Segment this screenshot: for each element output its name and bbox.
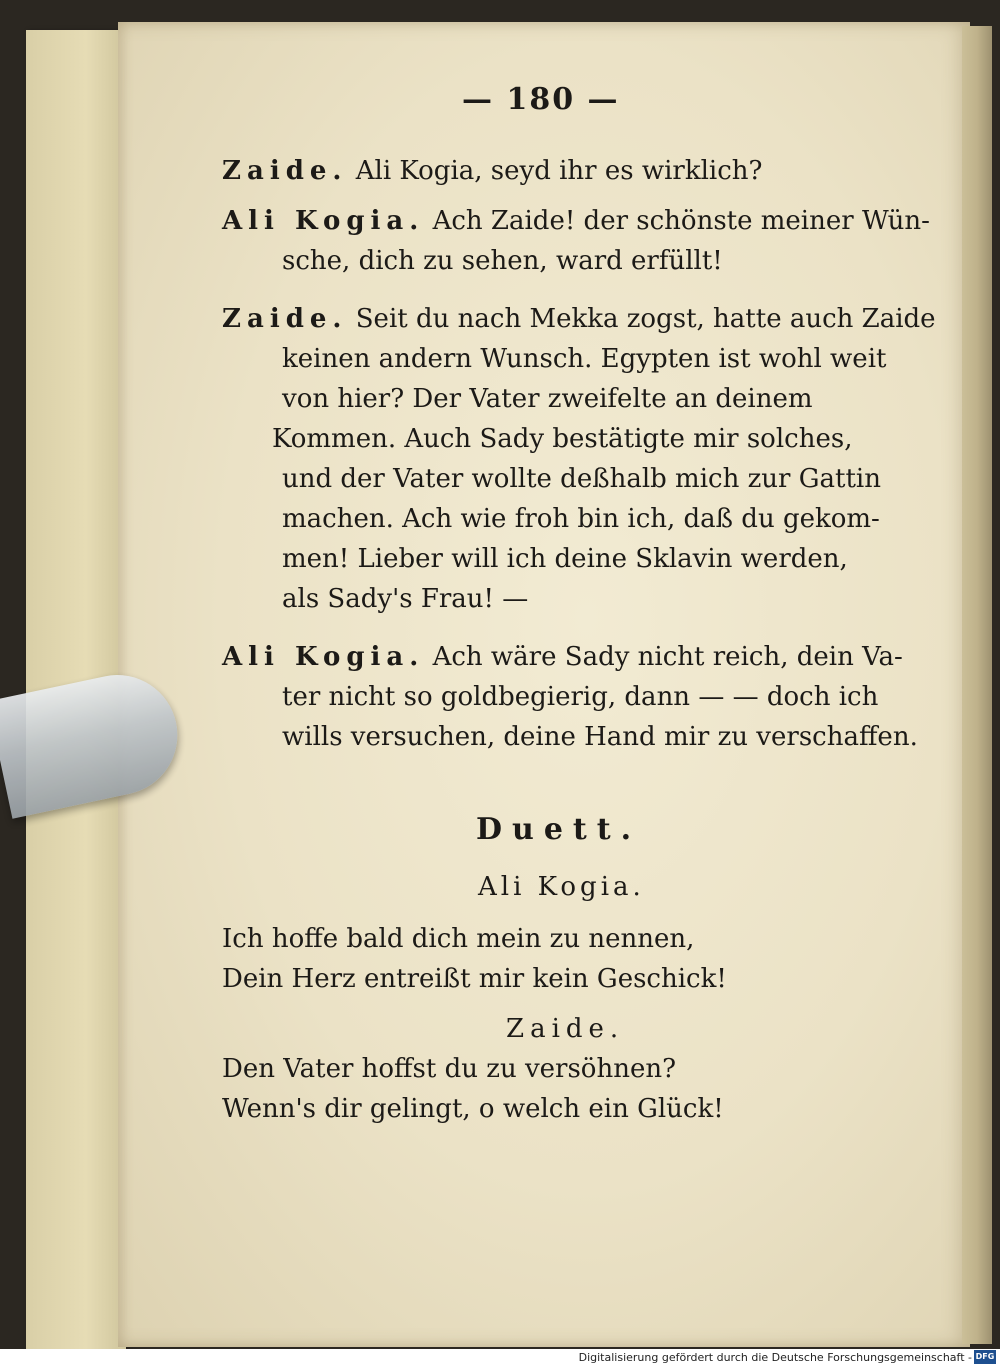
page-stack-edge bbox=[962, 26, 992, 1344]
line-text: von hier? Der Vater zweifelte an deinem bbox=[282, 384, 813, 414]
line-text: Ach wäre Sady nicht reich, dein Va- bbox=[432, 642, 903, 672]
speaker-name: Ali Kogia. bbox=[222, 206, 425, 236]
line-text: men! Lieber will ich deine Sklavin werden, bbox=[282, 544, 848, 574]
footer-credit: Digitalisierung gefördert durch die Deutsche Forschungsgemeinschaft - bbox=[578, 1351, 972, 1364]
dialogue-line bbox=[282, 584, 528, 614]
duet-speaker-zaide: Zaide. bbox=[506, 1014, 625, 1044]
line-text: sche, dich zu sehen, ward erfüllt! bbox=[282, 246, 723, 276]
dialogue-line bbox=[272, 424, 852, 454]
page-number: — 180 — bbox=[462, 82, 620, 117]
line-text: und der Vater wollte deßhalb mich zur Gattin bbox=[282, 464, 881, 494]
dialogue-line bbox=[282, 544, 848, 574]
dialogue-line bbox=[222, 642, 903, 672]
dialogue-line bbox=[282, 504, 880, 534]
dialogue-line bbox=[282, 246, 723, 276]
dialogue-line bbox=[282, 384, 813, 414]
line-text: Ali Kogia, seyd ihr es wirklich? bbox=[355, 156, 763, 186]
duet-speaker-ali: Ali Kogia. bbox=[478, 872, 645, 902]
speaker-name: Zaide. bbox=[222, 304, 348, 334]
line-text: als Sady's Frau! — bbox=[282, 584, 529, 614]
line-text: wills versuchen, deine Hand mir zu verschaffen. bbox=[282, 722, 918, 752]
dialogue-line bbox=[222, 304, 936, 334]
duet-verse-line: Ich hoffe bald dich mein zu nennen, bbox=[222, 924, 695, 954]
dialogue-line bbox=[222, 156, 763, 186]
speaker-name: Ali Kogia. bbox=[222, 642, 425, 672]
dialogue-line bbox=[282, 344, 886, 374]
line-text: Seit du nach Mekka zogst, hatte auch Zaide bbox=[355, 304, 936, 334]
duet-heading: Duett. bbox=[476, 812, 642, 847]
line-text: machen. Ach wie froh bin ich, daß du gekom- bbox=[282, 504, 880, 534]
dialogue-line bbox=[282, 682, 878, 712]
line-text: Kommen. Auch Sady bestätigte mir solches, bbox=[272, 424, 853, 454]
duet-verse-line: Wenn's dir gelingt, o welch ein Glück! bbox=[222, 1094, 724, 1124]
duet-verse-line: Dein Herz entreißt mir kein Geschick! bbox=[222, 964, 727, 994]
duet-verse-line: Den Vater hoffst du zu versöhnen? bbox=[222, 1054, 677, 1084]
line-text: Ach Zaide! der schönste meiner Wün- bbox=[432, 206, 930, 236]
speaker-name: Zaide. bbox=[222, 156, 348, 186]
dialogue-line bbox=[222, 206, 930, 236]
line-text: keinen andern Wunsch. Egypten ist wohl weit bbox=[282, 344, 887, 374]
dialogue-line bbox=[282, 722, 918, 752]
line-text: ter nicht so goldbegierig, dann — — doch ich bbox=[282, 682, 879, 712]
dfg-logo: DFG bbox=[974, 1350, 996, 1364]
dialogue-line bbox=[282, 464, 881, 494]
